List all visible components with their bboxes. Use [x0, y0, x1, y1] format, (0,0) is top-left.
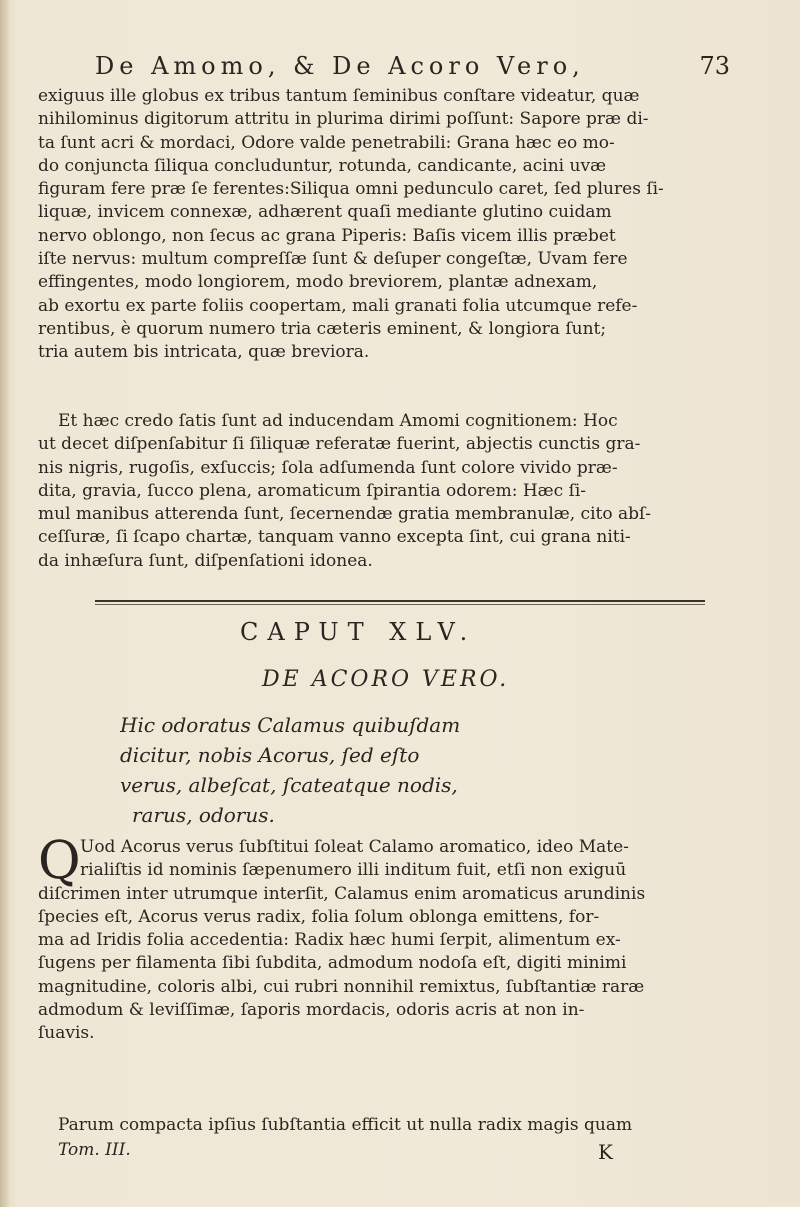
paragraph-amomum-preparation: [38, 410, 703, 573]
epigraph-line: rarus, odorus.: [132, 803, 275, 827]
text-line: ab exortu ex parte foliis coopertam, mali granati folia utcumque refe-: [38, 295, 638, 316]
text-line: nervo oblongo, non ſecus ac grana Piperis: Baſis vicem illis præbet: [38, 225, 616, 246]
text-line: iſte nervus: multum compreſſæ ſunt & deſuper congeſtæ, Uvam fere: [38, 249, 628, 270]
section-divider-rule: [95, 600, 705, 602]
text-line: exiguus ille globus ex tribus tantum ſeminibus conſtare videatur, quæ: [38, 86, 640, 106]
text-line: figuram fere præ ſe ferentes:Siliqua omni pedunculo caret, ſed plures ſi-: [38, 179, 664, 200]
text-line: ſugens per filamenta ſibi ſubdita, admodum nodoſa eſt, digiti minimi: [38, 953, 627, 974]
text-line: mul manibus atterenda ſunt, ſecernendæ gratia membranulæ, cito abſ-: [38, 504, 652, 525]
page-edge-shadow: [0, 0, 10, 1207]
text-line: ceſſuræ, ſi ſcapo chartæ, tanquam vanno excepta ſint, cui grana niti-: [38, 527, 631, 548]
running-head: De Amomo, & De Acoro Vero,: [95, 52, 585, 80]
text-line: ut decet diſpenſabitur ſi ſiliquæ referatæ fuerint, abjectis cunctis gra-: [38, 434, 641, 455]
epigraph-line: Hic odoratus Calamus quibuſdam: [120, 713, 461, 737]
paragraph-amomum-description: [38, 85, 703, 365]
text-line: tria autem bis intricata, quæ breviora.: [38, 342, 370, 363]
text-line: dita, gravia, ſucco plena, aromaticum ſpirantia odorem: Hæc ſi-: [38, 480, 587, 501]
epigraph-line: dicitur, nobis Acorus, ſed eſto: [120, 743, 420, 767]
page-number: 73: [699, 52, 730, 80]
text-line: rentibus, è quorum numero tria cæteris eminent, & longiora ſunt;: [38, 318, 607, 339]
text-line: ta ſunt acri & mordaci, Odore valde penetrabili: Grana hæc eo mo-: [38, 132, 615, 153]
chapter-subtitle: DE ACORO VERO.: [262, 667, 510, 692]
text-line: magnitudine, coloris albi, cui rubri nonnihil remixtus, ſubſtantiæ raræ: [38, 976, 645, 997]
text-line: rialiſtis id nominis ſæpenumero illi inditum fuit, etſi non exiguū: [80, 860, 627, 881]
epigraph-line: verus, albeſcat, ſcateatque nodis,: [120, 773, 458, 797]
volume-signature: Tom. III.: [58, 1140, 131, 1160]
text-line: diſcrimen inter utrumque interſit, Calamus enim aromaticus arundinis: [38, 883, 646, 904]
text-line: nihilominus digitorum attritu in plurima dirimi poſſunt: Sapore præ di-: [38, 109, 649, 130]
text-line: Parum compacta ipſius ſubſtantia efficit ut nulla radix magis quam: [58, 1115, 633, 1135]
drop-cap: Q: [38, 831, 81, 891]
gathering-signature: K: [598, 1140, 613, 1164]
text-line: Et hæc credo ſatis ſunt ad inducendam Amomi cognitionem: Hoc: [58, 411, 618, 431]
text-line: ſpecies eſt, Acorus verus radix, folia ſolum oblonga emittens, for-: [38, 906, 600, 927]
text-line: ſuavis.: [38, 1023, 95, 1044]
chapter-heading: CAPUT XLV.: [240, 618, 477, 646]
chapter-epigraph: [120, 710, 460, 830]
text-line: da inhæſura ſunt, diſpenſationi idonea.: [38, 550, 373, 571]
paragraph-acorus-substance: [38, 1114, 703, 1137]
text-line: ma ad Iridis folia accedentia: Radix hæc humi ſerpit, alimentum ex-: [38, 930, 621, 951]
text-line: admodum & leviſſimæ, ſaporis mordacis, odoris acris at non in-: [38, 1000, 585, 1021]
paragraph-acorus-description: [38, 831, 703, 1046]
text-line: nis nigris, rugoſis, exſuccis; ſola adſumenda ſunt colore vivido præ-: [38, 457, 618, 478]
text-line: liquæ, invicem connexæ, adhærent quaſi mediante glutino cuidam: [38, 202, 612, 223]
text-line: Uod Acorus verus ſubſtitui ſoleat Calamo aromatico, ideo Mate-: [80, 837, 629, 857]
text-line: effingentes, modo longiorem, modo breviorem, plantæ adnexam,: [38, 272, 598, 293]
section-divider-fine-rule: [95, 604, 705, 605]
text-line: do conjuncta ſiliqua concluduntur, rotunda, candicante, acini uvæ: [38, 155, 607, 176]
